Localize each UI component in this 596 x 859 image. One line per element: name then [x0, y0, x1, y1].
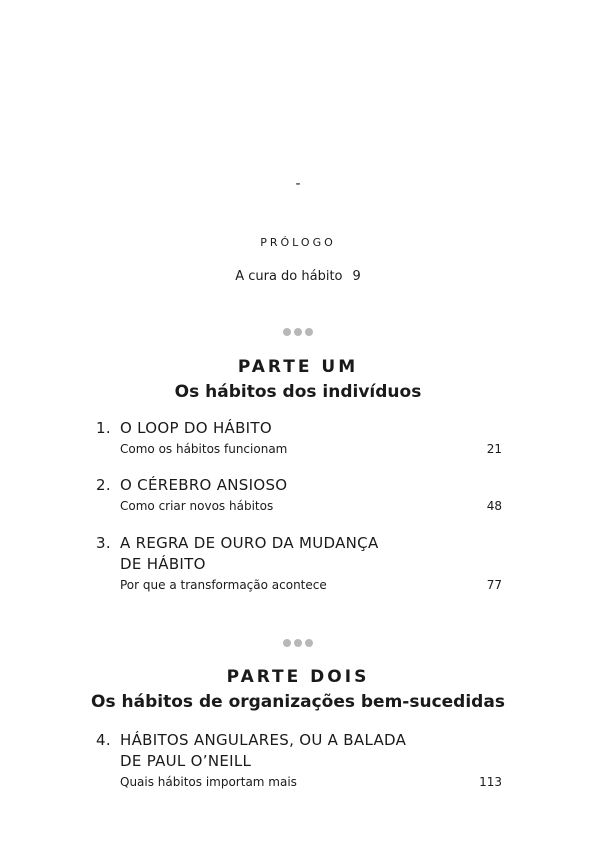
separator-dot: [305, 639, 313, 647]
part-title: Os hábitos de organizações bem-sucedidas: [91, 692, 505, 712]
chapter-entry[interactable]: [96, 533, 502, 593]
chapter-number: 4.: [96, 731, 111, 749]
chapter-title-line: A REGRA DE OURO DA MUDANÇA: [120, 534, 379, 552]
chapter-page-number: 77: [486, 578, 502, 592]
chapter-title: O LOOP DO HÁBITO: [120, 419, 272, 437]
chapter-subtitle: Quais hábitos importam mais: [120, 775, 297, 789]
part-title: Os hábitos dos indivíduos: [174, 382, 422, 402]
chapter-number: 3.: [96, 534, 111, 552]
separator-dot: [294, 328, 302, 336]
chapter-entry[interactable]: [96, 730, 502, 790]
separator-dot: [283, 639, 291, 647]
prologue-entry[interactable]: [0, 269, 596, 284]
part-label: PARTE UM: [237, 357, 359, 377]
separator-dot: [305, 328, 313, 336]
chapter-page-number: 113: [479, 775, 502, 789]
chapter-title: [120, 533, 502, 575]
separator-dot: [294, 639, 302, 647]
top-dash: -: [295, 176, 301, 192]
part-label: PARTE DOIS: [226, 667, 370, 687]
chapter-entry[interactable]: [96, 418, 502, 457]
chapter-page-number: 48: [486, 499, 502, 513]
chapter-entry[interactable]: [96, 475, 502, 514]
chapter-title-line: DE HÁBITO: [120, 555, 206, 573]
prologue-title: A cura do hábito: [235, 269, 343, 284]
separator-dot: [283, 328, 291, 336]
section-separator-dots: [0, 328, 596, 336]
chapter-title: O CÉREBRO ANSIOSO: [120, 476, 288, 494]
prologue-label: PRÓLOGO: [260, 236, 336, 249]
section-separator-dots: [0, 639, 596, 647]
chapter-subtitle: Como os hábitos funcionam: [120, 442, 288, 456]
chapter-title-line: DE PAUL O’NEILL: [120, 752, 252, 770]
chapter-title: [120, 730, 502, 772]
chapter-subtitle: Por que a transformação acontece: [120, 578, 327, 592]
chapter-number: 1.: [96, 419, 111, 437]
chapter-number: 2.: [96, 476, 111, 494]
chapter-title-line: HÁBITOS ANGULARES, OU A BALADA: [120, 731, 407, 749]
prologue-page-number: 9: [352, 269, 361, 284]
chapter-subtitle: Como criar novos hábitos: [120, 499, 274, 513]
chapter-page-number: 21: [486, 442, 502, 456]
